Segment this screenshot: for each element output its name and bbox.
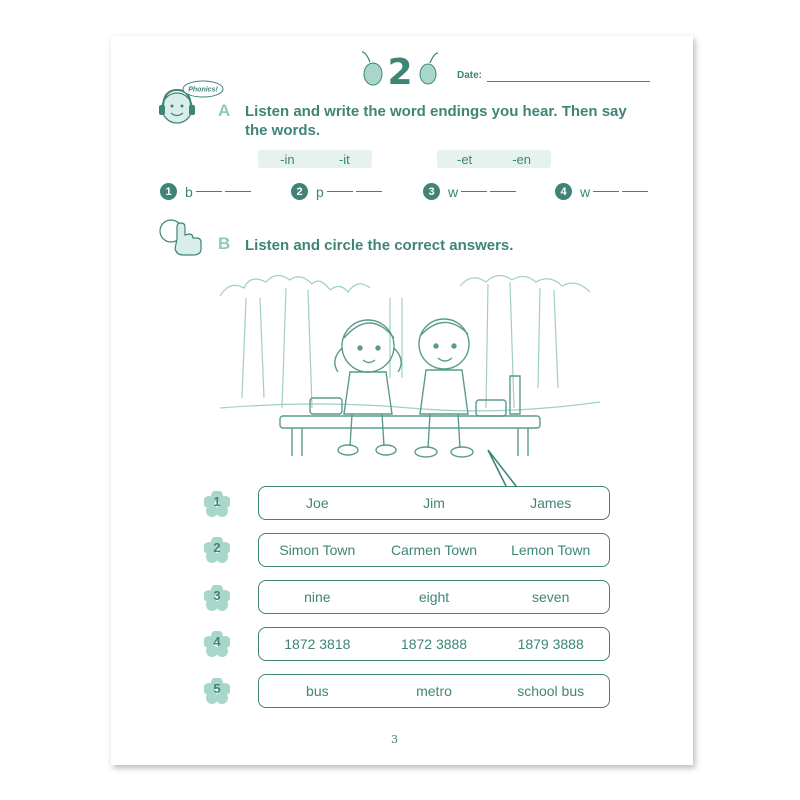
phonics-item-4	[555, 183, 648, 200]
item-number: 3	[423, 183, 440, 200]
unit-number: 2	[387, 52, 413, 93]
answer-option[interactable]: nine	[304, 589, 331, 605]
word-start: w	[448, 183, 459, 200]
answer-option[interactable]: 1879 3888	[517, 636, 584, 652]
answer-blank[interactable]	[356, 191, 382, 192]
answer-blank[interactable]	[490, 191, 516, 192]
word-start: w	[580, 183, 591, 200]
endings-box-1	[258, 150, 372, 168]
answer-option[interactable]: school bus	[517, 683, 585, 699]
phonics-tag: Phonics!	[188, 86, 218, 94]
answer-blank[interactable]	[461, 191, 487, 192]
answer-option[interactable]: eight	[418, 589, 450, 605]
section-b-instruction: Listen and circle the correct answers.	[245, 237, 514, 254]
phonics-item-1	[160, 183, 251, 200]
answer-blank[interactable]	[225, 191, 251, 192]
phonics-item-3	[423, 183, 516, 200]
section-a-instruction-line1: Listen and write the word endings you hear. Then say	[245, 103, 627, 120]
word-start: p	[316, 183, 324, 200]
section-b-letter: B	[218, 234, 231, 253]
phonics-headphones-icon	[155, 80, 225, 130]
answer-option[interactable]: Joe	[306, 495, 329, 511]
answer-option[interactable]: bus	[306, 683, 329, 699]
answer-row-2	[258, 533, 610, 567]
answer-blank[interactable]	[196, 191, 222, 192]
answer-row-1	[258, 486, 610, 520]
section-a-letter: A	[218, 101, 231, 120]
row-number-4: 4	[213, 634, 221, 649]
row-number-3: 3	[213, 588, 221, 603]
pointing-hand-icon	[157, 217, 207, 257]
answer-option[interactable]: Simon Town	[279, 542, 356, 558]
answer-option[interactable]: James	[530, 495, 572, 511]
answer-option[interactable]: Carmen Town	[390, 542, 478, 558]
item-number: 2	[291, 183, 308, 200]
page-number: 3	[391, 733, 398, 746]
ending-option: -en	[512, 151, 531, 167]
answer-option[interactable]: Lemon Town	[511, 542, 591, 558]
item-number: 4	[555, 183, 572, 200]
answer-option[interactable]: metro	[416, 683, 452, 699]
answer-option[interactable]: seven	[532, 589, 570, 605]
date-label: Date:	[457, 70, 483, 81]
word-start: b	[185, 183, 193, 200]
answer-option[interactable]: 1872 3888	[400, 636, 468, 652]
answer-option[interactable]: 1872 3818	[284, 636, 351, 652]
answer-blank[interactable]	[622, 191, 648, 192]
ending-option: -in	[280, 151, 295, 167]
answer-row-5	[258, 674, 610, 708]
phonics-item-2	[291, 183, 382, 200]
answer-option[interactable]: Jim	[423, 495, 445, 511]
answer-blank[interactable]	[327, 191, 353, 192]
section-a-instruction-line2: the words.	[245, 122, 321, 139]
answer-blank[interactable]	[593, 191, 619, 192]
endings-box-2	[437, 150, 551, 168]
date-field[interactable]	[487, 81, 650, 82]
children-on-bench-illustration	[220, 268, 600, 468]
ending-option: -it	[338, 151, 350, 167]
row-number-1: 1	[213, 494, 221, 509]
item-number: 1	[160, 183, 177, 200]
row-number-2: 2	[213, 540, 221, 555]
row-number-5: 5	[213, 681, 221, 696]
ending-option: -et	[457, 151, 473, 167]
answer-row-3	[258, 580, 610, 614]
answer-row-4	[258, 627, 610, 661]
